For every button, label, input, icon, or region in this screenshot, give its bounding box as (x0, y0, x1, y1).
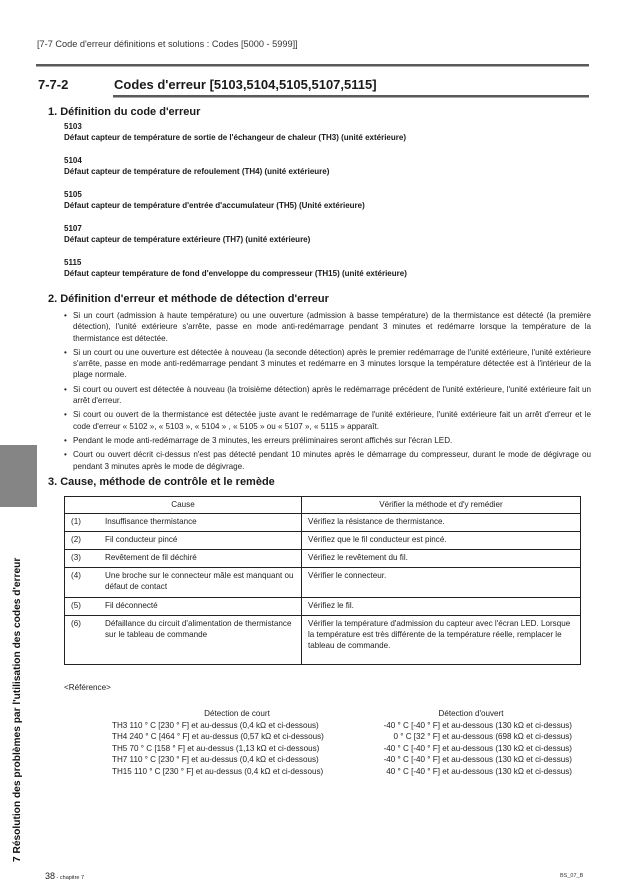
column-header-cause: Cause (65, 497, 302, 514)
code-item (64, 189, 584, 211)
bullet-icon: • (64, 435, 67, 445)
section-title: Codes d'erreur [5103,5104,5105,5107,5115] (114, 77, 377, 92)
table-row (65, 514, 581, 532)
short-detection-column (112, 708, 372, 777)
row-number: (2) (65, 532, 100, 550)
table-row (65, 598, 581, 616)
short-detection-row: TH3 110 ° C [230 ° F] et au-dessus (0,4 kΩ et ci-dessous) (112, 720, 319, 730)
row-number: (6) (65, 616, 100, 665)
heading-cause-remedy: 3. Cause, méthode de contrôle et le remède (48, 476, 275, 488)
cause-remedy-table (64, 496, 581, 665)
short-detection-row: TH7 110 ° C [230 ° F] et au-dessus (0,4 kΩ et ci-dessous) (112, 755, 319, 764)
code-description: Défaut capteur de température extérieure (TH7) (unité extérieure) (64, 235, 311, 244)
row-remedy: Vérifiez la résistance de thermistance. (302, 514, 581, 532)
short-detection-row: TH5 70 ° C [158 ° F] et au-dessus (1,13 kΩ et ci-dessous) (112, 743, 320, 753)
row-remedy: Vérifiez le fil. (302, 598, 581, 616)
title-rule (113, 95, 589, 98)
row-remedy: Vérifier le connecteur. (302, 568, 581, 598)
heading-definition-code: 1. Définition du code d'erreur (48, 106, 201, 118)
bullet-icon: • (64, 347, 67, 357)
heading-detection-method: 2. Définition d'erreur et méthode de détection d'erreur (48, 293, 329, 305)
bullet-item: • Si court ou ouvert de la thermistance est détectée juste avant le redémarrage de l'unité extérieure, l'unité extérieure fait un arrêt d'erreur et le code d'erreur « 5102 », « 5103 », « 5104 » , « 5105 » ou « 5107 », « 5115 » apparaît. (64, 410, 591, 431)
reference-label: <Référence> (64, 683, 111, 692)
chapter-tab (0, 445, 37, 507)
code-number: 5107 (64, 224, 82, 233)
table-row (65, 532, 581, 550)
document-code: BS_07_B (560, 873, 584, 879)
code-number: 5104 (64, 156, 82, 165)
bullet-icon: • (64, 410, 67, 420)
row-cause: Revêtement de fil déchiré (99, 550, 302, 568)
section-number: 7-7-2 (38, 77, 69, 92)
column-header-remedy: Vérifier la méthode et d'y remédier (302, 497, 581, 514)
row-cause: Fil conducteur pincé (99, 532, 302, 550)
bullet-icon: • (64, 450, 67, 460)
chapter-sidebar-label: 7 Résolution des problèmes par l'utilisation des codes d'erreur (12, 557, 23, 862)
code-number: 5115 (64, 258, 82, 267)
bullet-item: • Court ou ouvert décrit ci-dessus n'est pas détecté pendant 10 minutes après le démarrage du compresseur, durant le mode de dégivrage ou pendant 3 minutes après le mode de dégivrage. (64, 450, 591, 471)
open-detection-row: 40 ° C [-40 ° F] et au-dessous (130 kΩ et ci-dessus) (386, 766, 572, 776)
open-detection-row: -40 ° C [-40 ° F] et au-dessous (130 kΩ et ci-dessus) (383, 743, 572, 753)
row-number: (4) (65, 568, 100, 598)
open-detection-row: -40 ° C [-40 ° F] et au-dessous (130 kΩ et ci-dessus) (383, 755, 572, 764)
short-detection-header: Détection de court (204, 709, 270, 718)
page-footer (45, 871, 84, 881)
page-number: 38 (45, 871, 56, 881)
open-detection-column (362, 708, 572, 777)
detection-bullet-list (64, 310, 591, 475)
header-rule (36, 64, 589, 67)
code-description: Défaut capteur de température d'entrée d'accumulateur (TH5) (Unité extérieure) (64, 201, 365, 210)
bullet-item: • Si un court (admission à haute température) ou une ouverture (admission à basse température) de la thermistance est détecté (la première détection), l'unité extérieure s'arrête, passe en mode anti-redémarrage pendant 3 minutes et redémarre lorsque la température de la thermistance est détectée. (64, 311, 591, 343)
short-detection-row: TH15 110 ° C [230 ° F] et au-dessus (0,4 kΩ et ci-dessous) (112, 766, 324, 776)
open-detection-row: 0 ° C [32 ° F] et au-dessous (698 kΩ et ci-dessus) (393, 732, 572, 741)
row-remedy: Vérifiez que le fil conducteur est pincé. (302, 532, 581, 550)
row-remedy: Vérifier la température d'admission du capteur avec l'écran LED. Lorsque la température est très différente de la température réelle, remplacer le tableau de commande. (302, 616, 581, 665)
bullet-icon: • (64, 384, 67, 394)
row-number: (1) (65, 514, 100, 532)
open-detection-header: Détection d'ouvert (438, 709, 504, 718)
code-item (64, 257, 584, 279)
code-item (64, 223, 584, 245)
code-number: 5103 (64, 122, 82, 131)
row-cause: Fil déconnecté (99, 598, 302, 616)
row-remedy: Vérifiez le revêtement du fil. (302, 550, 581, 568)
row-number: (5) (65, 598, 100, 616)
running-head: [7-7 Code d'erreur définitions et solutions : Codes [5000 - 5999]] (37, 39, 298, 49)
table-row (65, 568, 581, 598)
bullet-icon: • (64, 311, 67, 320)
table-header-row (65, 497, 581, 514)
code-item (64, 121, 584, 143)
code-item (64, 155, 584, 177)
bullet-item: • Si court ou ouvert est détectée à nouveau (la troisième détection) après le redémarrage précédent de l'unité extérieure, l'unité extérieure fait un arrêt d'erreur. (64, 384, 591, 406)
row-cause: Une broche sur le connecteur mâle est manquant ou défaut de contact (99, 568, 302, 598)
error-code-list (64, 121, 584, 291)
row-number: (3) (65, 550, 100, 568)
table-row (65, 550, 581, 568)
table-row (65, 616, 581, 665)
row-cause: Insuffisance thermistance (99, 514, 302, 532)
bullet-item: • Pendant le mode anti-redémarrage de 3 minutes, les erreurs préliminaires seront affichés sur l'écran LED. (64, 435, 453, 445)
code-description: Défaut capteur de température de sortie de l'échangeur de chaleur (TH3) (unité extérieure) (64, 133, 406, 142)
open-detection-row: -40 ° C [-40 ° F] et au-dessous (130 kΩ et ci-dessus) (383, 720, 572, 730)
code-description: Défaut capteur de température de refoulement (TH4) (unité extérieure) (64, 167, 330, 176)
code-number: 5105 (64, 190, 82, 199)
chapter-label: - chapitre 7 (55, 875, 85, 881)
code-description: Défaut capteur température de fond d'enveloppe du compresseur (TH15) (unité extérieure) (64, 269, 407, 278)
bullet-item: • Si un court ou une ouverture est détectée à nouveau (la seconde détection) après le premier redémarrage de l'unité extérieure, l'unité extérieure s'arrête, passe en mode anti-redémarrage pendant 3 minutes et redémarre en 3 minutes lorsque la température détectée est à l'intérieur de la plage normale. (64, 347, 591, 380)
short-detection-row: TH4 240 ° C [464 ° F] et au-dessus (0,57 kΩ et ci-dessous) (112, 732, 324, 741)
row-cause: Défaillance du circuit d'alimentation de thermistance sur le tableau de commande (99, 616, 302, 665)
